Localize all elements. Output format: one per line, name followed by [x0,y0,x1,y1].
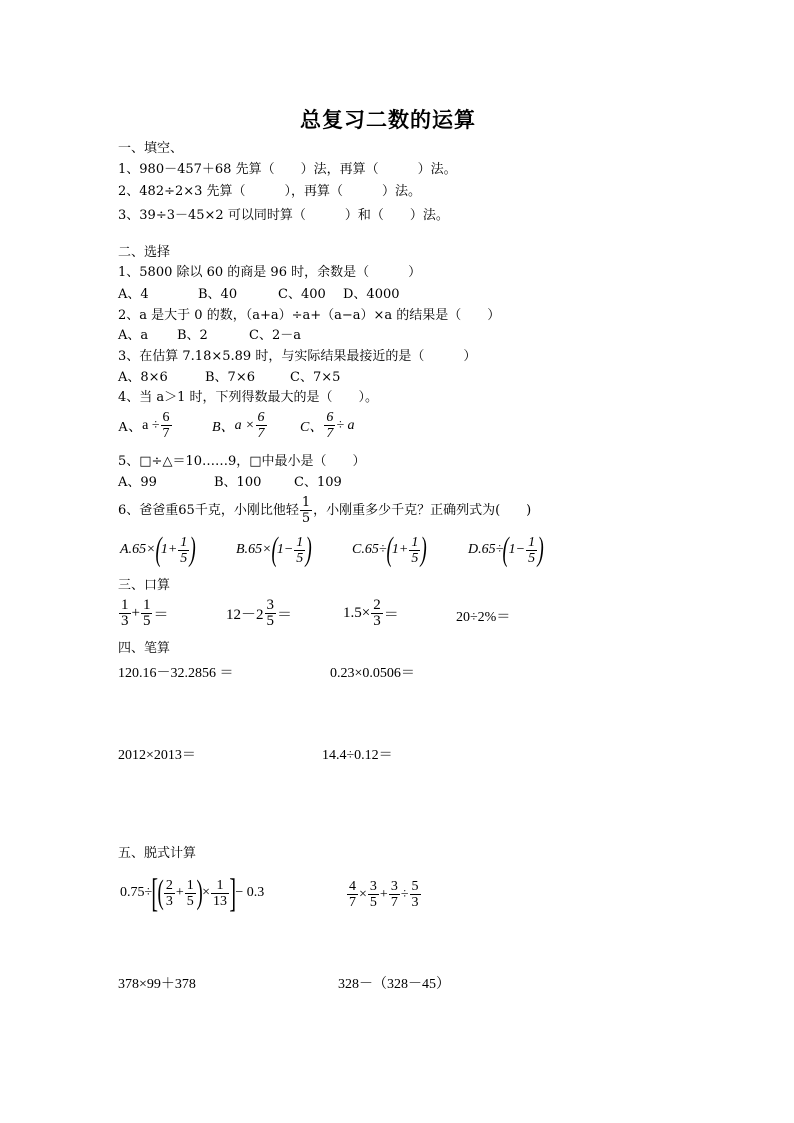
option-d: D、4000 [343,287,400,302]
question-2: 2、a 是大于 0 的数，（a+a）÷a+（a−a）×a 的结果是（ ） [118,308,501,323]
option-c: C、109 [294,475,342,490]
section-heading: 一、填空、 [118,141,184,156]
written-item-1: 120.16－32.2856 ＝ [118,666,234,681]
option-label: C. [352,542,365,557]
option-c: C、400 [278,287,326,302]
option-label: D. [468,542,482,557]
question-5: 5、□÷△＝10……9，□中最小是（ ） [118,454,366,469]
fraction: $\frac{1}{5}$ [528,534,536,566]
page-title: 总复习二数的运算 [300,107,476,132]
fraction: $\frac{3}{5}$ [266,597,275,629]
oral-item-2: 12－2 $\frac{3}{5}$ ＝ [226,597,293,629]
question-4: 4、当 a＞1 时，下列得数最大的是（ ）。 [118,390,379,405]
step-item-2: $\frac{4}{7}$ × $\frac{3}{5}$ + $\frac{3}{7}$ ÷ $\frac{5}{3}$ [349,879,419,910]
option-a: A.65×(1+ $\frac{1}{5}$ ) [120,531,197,568]
option-b: B、7×6 [205,370,255,385]
fraction: $\frac{1}{5}$ [186,877,194,909]
option-c: C、7×5 [290,370,341,385]
fraction: $\frac{1}{5}$ [180,534,188,566]
expr-text: 65× [248,542,272,557]
option-label: B. [236,542,249,557]
written-item-2: 0.23×0.0506＝ [330,666,415,681]
question-1: 1、5800 除以 60 的商是 96 时，余数是（ ） [118,265,422,280]
section-heading: 四、笔算 [118,641,171,656]
option-a: A、99 [118,475,157,490]
expr-text: 1+ [160,542,178,557]
question-6 [118,495,531,526]
option-d: D.65÷(1− $\frac{1}{5}$ ) [468,531,544,568]
fraction: $\frac{2}{3}$ [165,877,173,909]
step-item-3: 378×99＋378 [118,977,196,992]
option-c [300,410,355,441]
step-item-1: 0.75÷[( $\frac{2}{3}$ + $\frac{1}{5}$ )× $\frac{1}{13}$ ]− 0.3 [120,870,265,915]
fraction: $\frac{3}{7}$ [390,879,398,910]
expr-text: 65× [132,542,156,557]
fraction: $\frac{1}{5}$ [301,495,311,526]
fraction: $\frac{1}{5}$ [142,597,151,629]
question-3: 3、39÷3－45×2 可以同时算（ ）和（ ）法。 [118,208,449,223]
question-2: 2、482÷2×3 先算（ ），再算（ ）法。 [118,184,422,199]
option-b: B、40 [198,287,238,302]
question-3: 3、在估算 7.18×5.89 时，与实际结果最接近的是（ ） [118,349,477,364]
option-b: B.65×(1− $\frac{1}{5}$ ) [236,531,313,568]
oral-item-3: 1.5× $\frac{2}{3}$ ＝ [343,597,399,629]
expr-text: 1− [508,542,526,557]
option-a [118,410,173,441]
option-c: C.65÷(1+ $\frac{1}{5}$ ) [352,531,428,568]
option-c: C、2－a [249,328,301,343]
option-b: B、2 [177,328,208,343]
written-item-4: 14.4÷0.12＝ [322,748,393,763]
fraction: $\frac{6}{7}$ [257,410,265,441]
question-1: 1、980－457＋68 先算（ ）法，再算（ ）法。 [118,162,457,177]
oral-item-1: $\frac{1}{3}$ + $\frac{1}{5}$ ＝ [121,597,169,629]
option-label: A、 [118,419,143,435]
fraction: $\frac{2}{3}$ [373,597,381,629]
option-label: C、 [300,419,324,435]
expr-text: ÷ a [336,417,355,433]
question-text: 6、爸爸重65千克，小刚比他轻 [118,502,299,518]
written-item-3: 2012×2013＝ [118,748,196,763]
step-item-4: 328－（328－45） [338,977,450,992]
option-a: A、a [118,328,149,343]
expr-text: 65÷ [481,542,504,557]
option-label: A. [120,542,133,557]
option-a: A、4 [118,287,149,302]
expr-text: 65÷ [364,542,387,557]
fraction: $\frac{4}{7}$ [349,879,356,910]
question-text: ，小刚重多少千克？正确列式为( ) [313,502,532,518]
section-heading: 二、选择 [118,245,171,260]
section-heading: 五、脱式计算 [118,846,197,861]
fraction: $\frac{1}{5}$ [296,534,304,566]
expr-text: 1+ [391,542,409,557]
option-label: B、 [212,419,235,435]
fraction: $\frac{1}{3}$ [121,597,129,629]
expr-text: a ÷ [142,417,160,433]
option-b: B、100 [214,475,262,490]
fraction: $\frac{6}{7}$ [162,410,170,441]
fraction: $\frac{5}{3}$ [411,879,419,910]
fraction: $\frac{1}{13}$ [212,877,227,909]
fraction: $\frac{3}{5}$ [369,879,377,910]
expr-text: a × [234,417,255,433]
fraction: $\frac{1}{5}$ [411,534,419,566]
expr-text: 1− [276,542,294,557]
section-heading: 三、口算 [118,578,171,593]
fraction: $\frac{6}{7}$ [326,410,334,441]
option-a: A、8×6 [118,370,168,385]
option-b [212,410,268,441]
oral-item-4: 20÷2%＝ [456,610,511,625]
